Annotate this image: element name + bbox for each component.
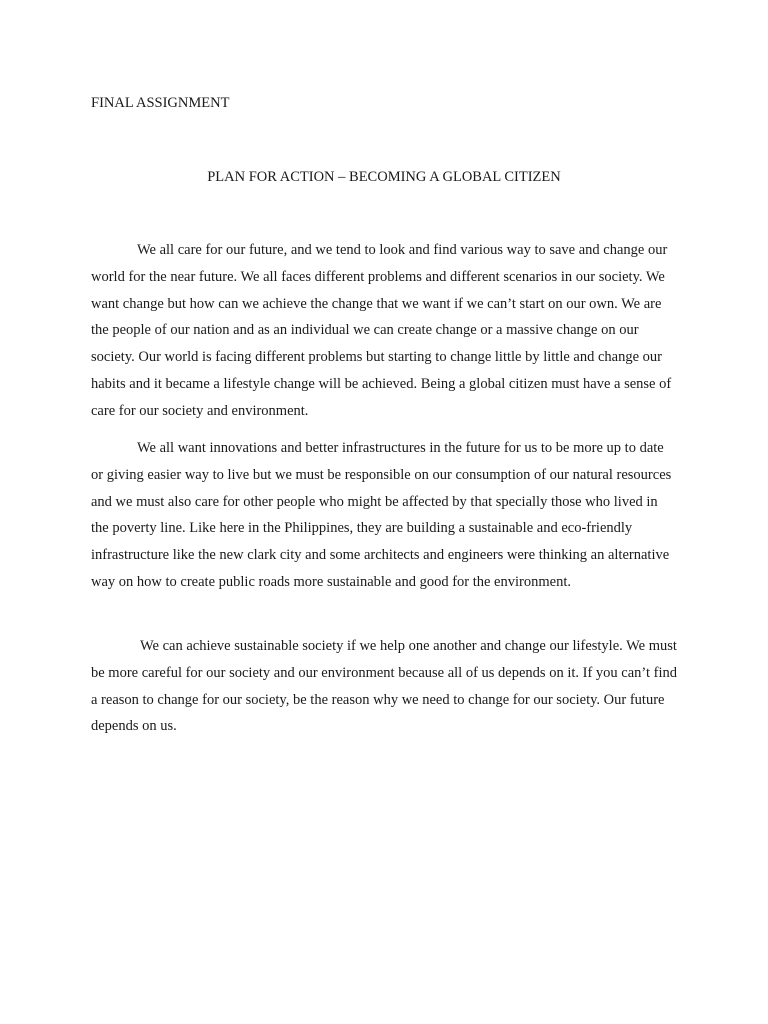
document-title: PLAN FOR ACTION – BECOMING A GLOBAL CITIZEN [207, 169, 561, 185]
body-paragraph-1: We all care for our future, and we tend to look and find various way to save and change our world for the near future. We all faces different problems and different scenarios in our society. We want change but how can we achieve the change that we want if we can’t start on our own. We are the people of our nation and as an individual we can create change or a massive change on our society. Our world is facing different problems but starting to change little by little and change our habits and it became a lifestyle change will be achieved. Being a global citizen must have a sense of care for our society and environment. [91, 242, 672, 419]
body-paragraph-2: We all want innovations and better infrastructures in the future for us to be more up to date or giving easier way to live but we must be responsible on our consumption of our natural resources and we must also care for other people who might be affected by that specially those who lived in the poverty line. Like here in the Philippines, they are building a sustainable and eco-friendly infrastructure like the new clark city and some architects and engineers were thinking an alternative way on how to create public roads more sustainable and good for the environment. [91, 440, 672, 590]
body-paragraph-3: We can achieve sustainable society if we help one another and change our lifestyle. We must be more careful for our society and our environment because all of us depends on it. If you can’t find a reason to change for our society, be the reason why we need to change for our society. Our future depends on us. [91, 638, 677, 735]
document-heading: FINAL ASSIGNMENT [91, 95, 230, 111]
